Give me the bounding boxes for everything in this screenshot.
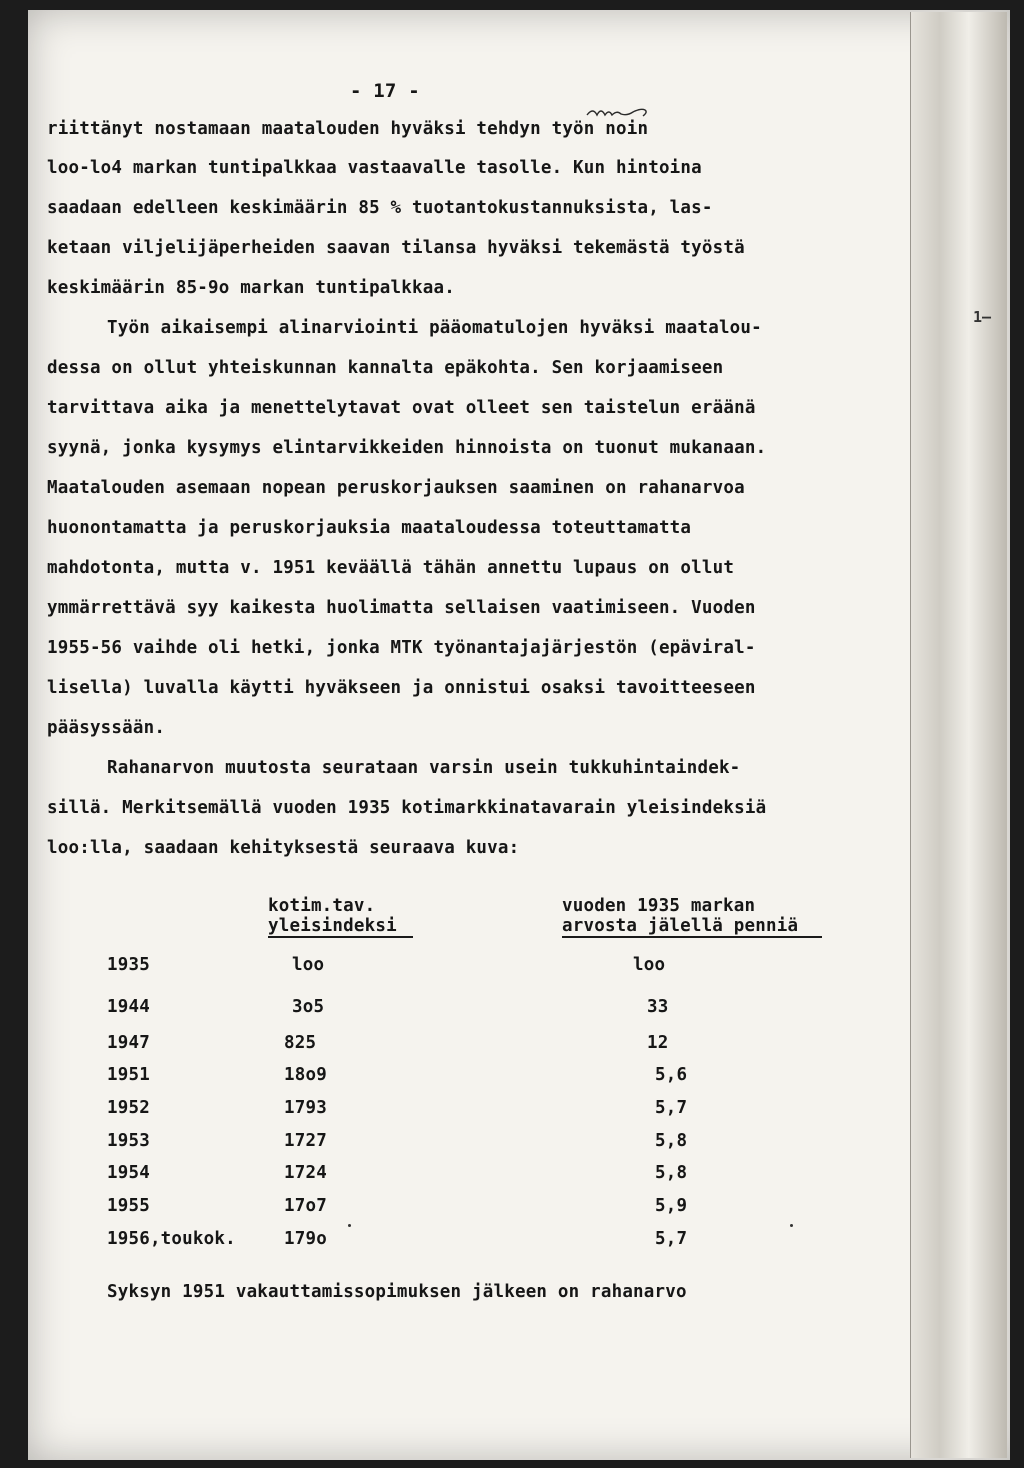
text-line: ketaan viljelijäperheiden saavan tilansa hyväksi tekemästä työstä [47,238,745,258]
row-pennies: 5,8 [655,1163,688,1183]
table-header-col2-line1: vuoden 1935 markan [562,896,756,916]
row-pennies: 5,8 [655,1131,688,1151]
row-index: loo [292,955,325,975]
row-index: 1724 [284,1163,327,1183]
text-line: keskimäärin 85-9o markan tuntipalkkaa. [47,278,455,298]
text-line: Rahanarvon muutosta seurataan varsin usein tukkuhintaindek- [107,758,741,778]
text-line: Työn aikaisempi alinarviointi pääomatulojen hyväksi maatalou- [107,318,762,338]
text-line: mahdotonta, mutta v. 1951 keväällä tähän annettu lupaus on ollut [47,558,735,578]
margin-mark: 1– [973,308,992,326]
text-line: tarvittava aika ja menettelytavat ovat olleet sen taistelun eräänä [47,398,756,418]
row-pennies: 5,7 [655,1098,688,1118]
speck [790,1224,793,1227]
row-index: 18o9 [284,1065,327,1085]
text-line: sillä. Merkitsemällä vuoden 1935 kotimarkkinatavarain yleisindeksiä [47,798,767,818]
text-line: huonontamatta ja peruskorjauksia maataloudessa toteuttamatta [47,518,692,538]
row-index: 1793 [284,1098,327,1118]
row-year: 1952 [107,1098,150,1118]
row-pennies: 33 [647,997,669,1017]
table-header-col1-line1: kotim.tav. [268,896,376,916]
text-line: 1955-56 vaihde oli hetki, jonka MTK työnantajajärjestön (epäviral- [47,638,756,658]
row-pennies: 5,7 [655,1229,688,1249]
text-line: dessa on ollut yhteiskunnan kannalta epäkohta. Sen korjaamiseen [47,358,724,378]
text-line: saadaan edelleen keskimäärin 85 % tuotantokustannuksista, las- [47,198,713,218]
row-year: 1954 [107,1163,150,1183]
book-spine-edge [910,12,1007,1458]
row-year: 1953 [107,1131,150,1151]
text-line: loo-lo4 markan tuntipalkkaa vastaavalle tasolle. Kun hintoina [47,158,702,178]
page-number: - 17 - [350,80,420,102]
row-pennies: 5,6 [655,1065,688,1085]
row-year: 1935 [107,955,150,975]
row-index: 825 [284,1033,317,1053]
text-line: lisella) luvalla käytti hyväkseen ja onnistui osaksi tavoitteeseen [47,678,756,698]
text-line: ymmärrettävä syy kaikesta huolimatta sellaisen vaatimiseen. Vuoden [47,598,756,618]
header-underline [268,936,413,938]
row-index: 1727 [284,1131,327,1151]
row-index: 17o7 [284,1196,327,1216]
row-year: 1951 [107,1065,150,1085]
row-index: 3o5 [292,997,325,1017]
row-year: 1955 [107,1196,150,1216]
row-pennies: loo [633,955,666,975]
row-year: 1956,toukok. [107,1229,236,1249]
table-header-col2-line2: arvosta jälellä penniä [562,916,799,936]
header-underline [562,936,822,938]
text-line: Maatalouden asemaan nopean peruskorjauksen saaminen on rahanarvoa [47,478,745,498]
text-line: riittänyt nostamaan maatalouden hyväksi tehdyn työn noin [47,119,649,139]
text-line: pääsyssään. [47,718,166,738]
speck [348,1224,351,1227]
row-pennies: 5,9 [655,1196,688,1216]
table-header-col1-line2: yleisindeksi [268,916,397,936]
row-index: 179o [284,1229,327,1249]
closing-text-line: Syksyn 1951 vakauttamissopimuksen jälkeen on rahanarvo [107,1282,687,1302]
row-year: 1944 [107,997,150,1017]
row-pennies: 12 [647,1033,669,1053]
text-line: syynä, jonka kysymys elintarvikkeiden hinnoista on tuonut mukanaan. [47,438,767,458]
row-year: 1947 [107,1033,150,1053]
text-line: loo:lla, saadaan kehityksestä seuraava kuva: [47,838,520,858]
